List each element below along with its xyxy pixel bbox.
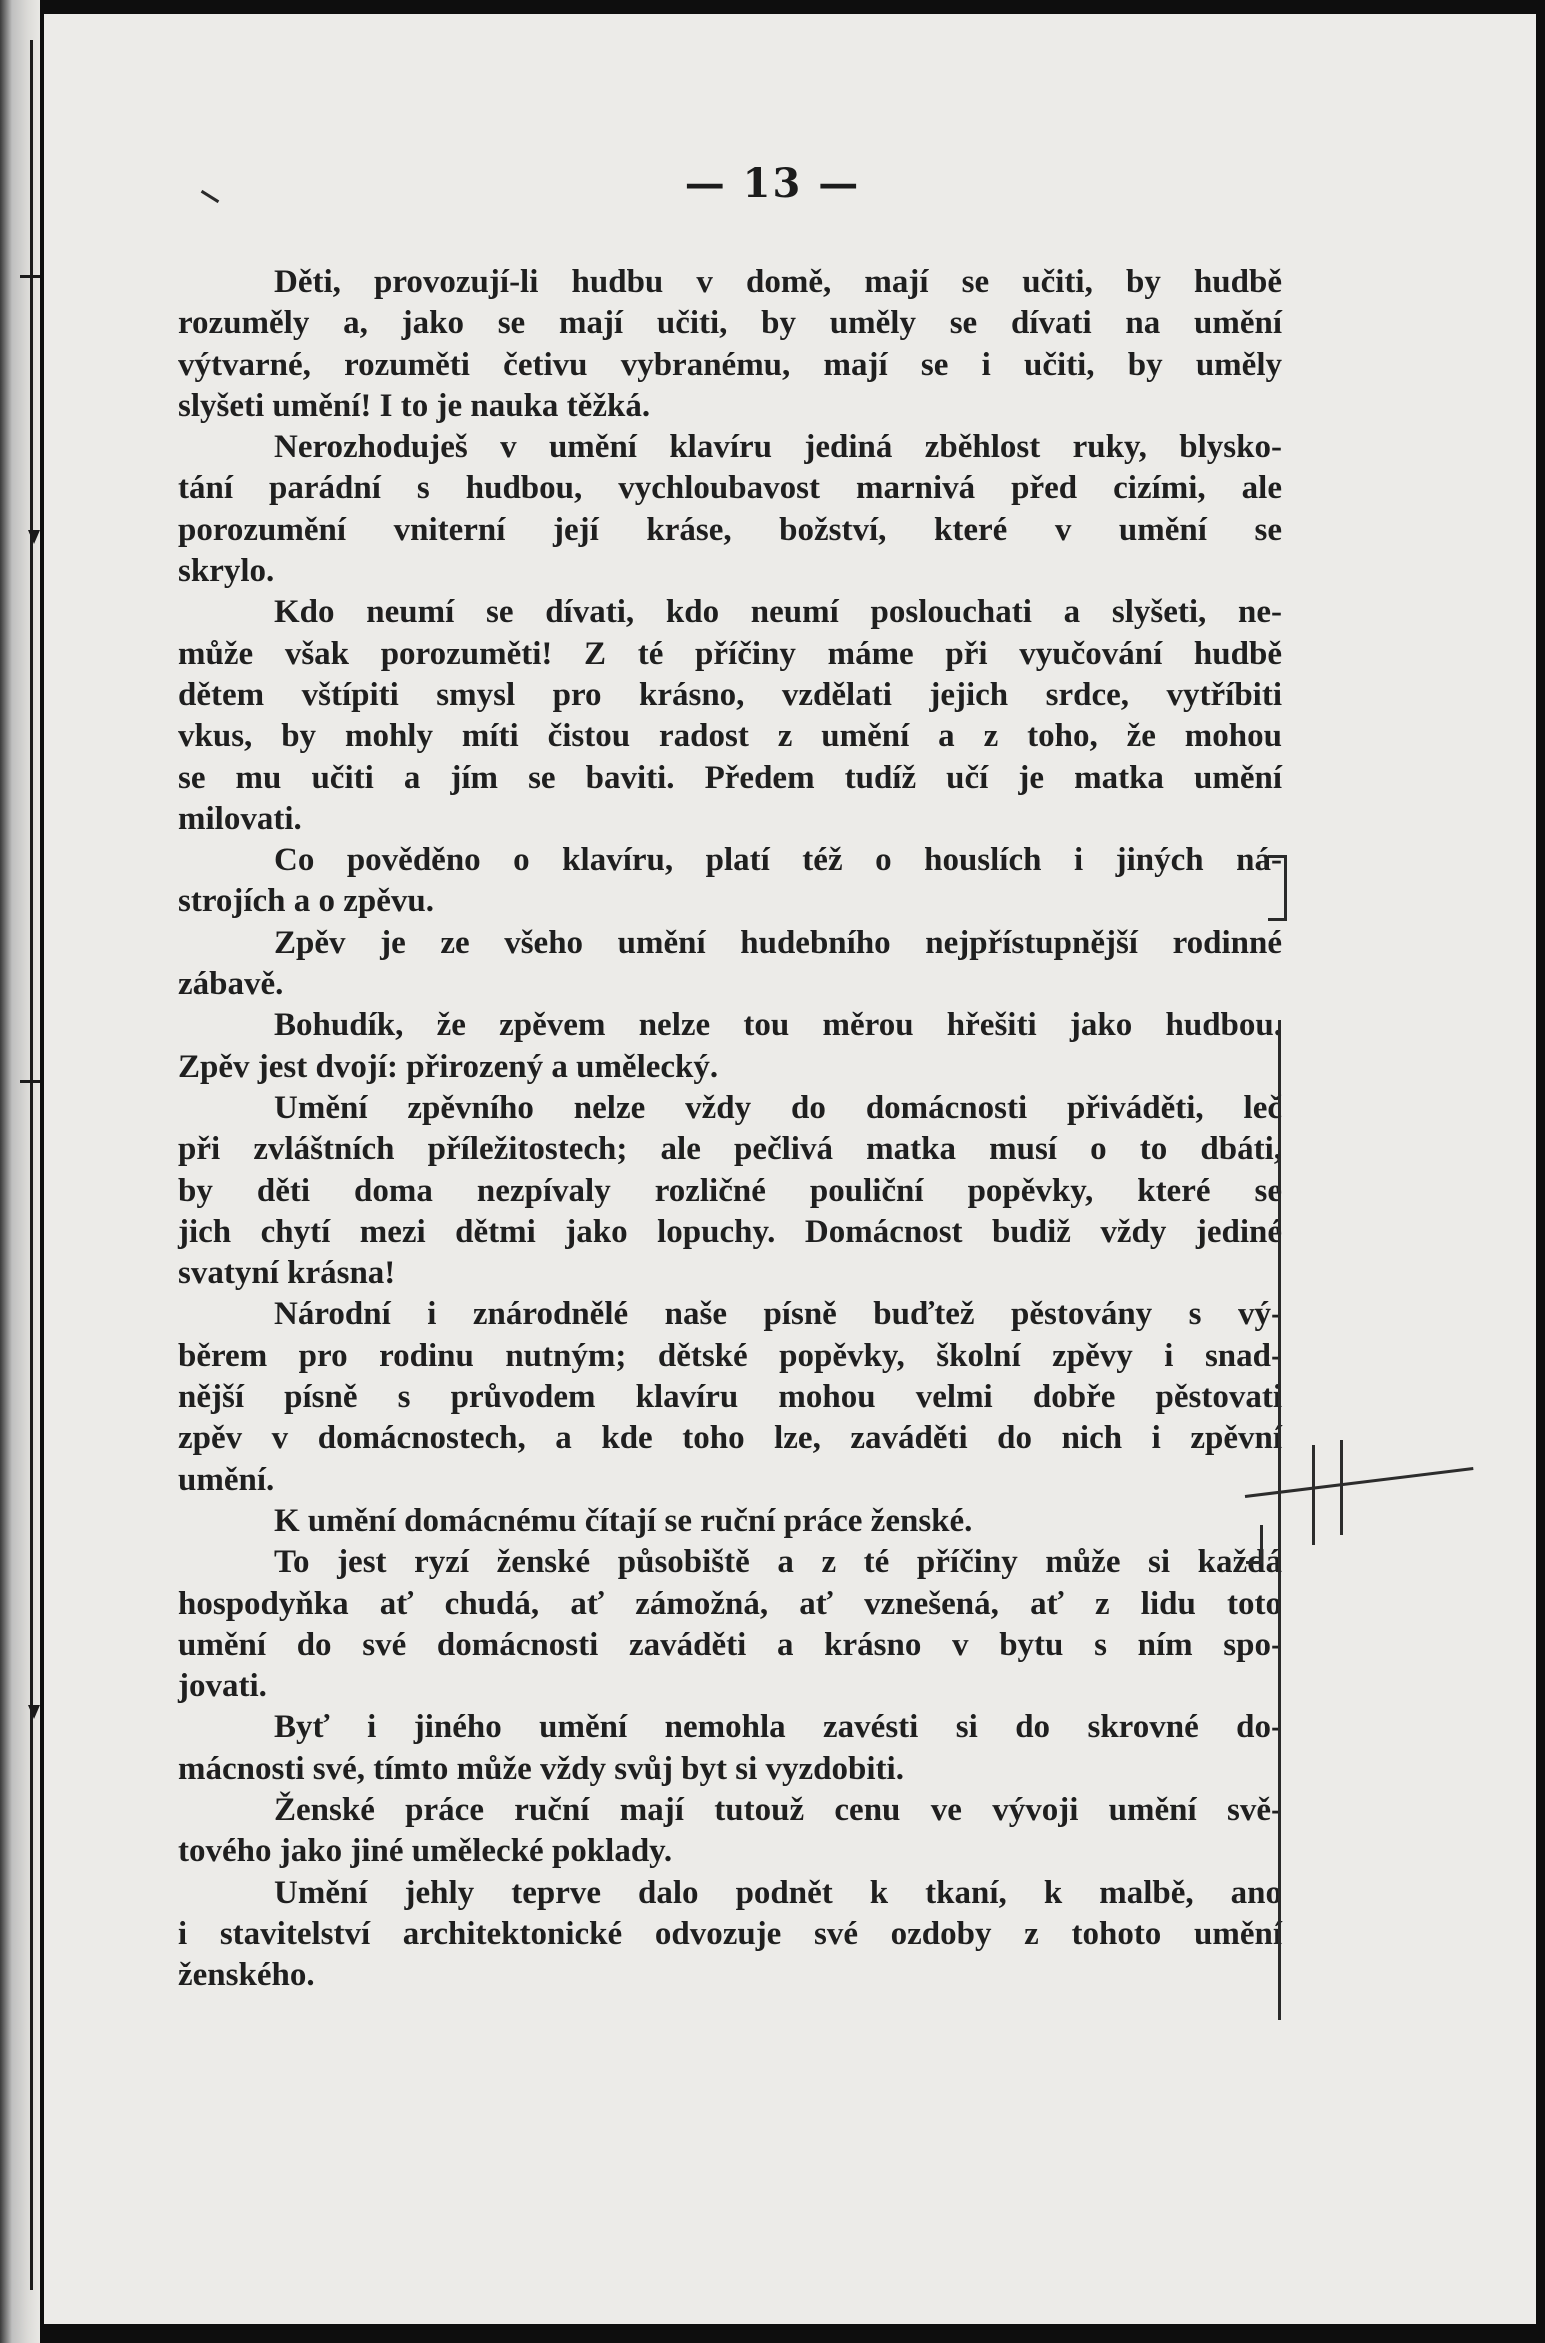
gutter-arrow — [28, 530, 40, 544]
margin-bracket — [1262, 1020, 1281, 2020]
text-line: jovati. — [178, 1668, 267, 1705]
text-line: Ženské práce ruční mají tutouž cenu ve vývoji umění svě- — [274, 1791, 1282, 1828]
text-line: tání parádní s hudbou, vychloubavost marnivá před cizími, ale — [178, 470, 1282, 507]
text-line: Zpěv jest dvojí: přirozený a umělecký. — [178, 1048, 719, 1085]
text-line: porozumění vniterní její kráse, božství, které v umění se — [178, 511, 1282, 548]
text-line: výtvarné, rozuměti četivu vybranému, mají se i učiti, by uměly — [178, 346, 1282, 383]
text-line: strojích a o zpěvu. — [178, 883, 435, 920]
text-line: jich chytí mezi dětmi jako lopuchy. Domácnost budiž vždy jediné — [178, 1213, 1282, 1250]
text-line: Bohudík, že zpěvem nelze tou měrou hřešiti jako hudbou. — [274, 1007, 1282, 1044]
text-line: by děti doma nezpívaly rozličné pouliční popěvky, které se — [178, 1172, 1282, 1209]
text-line: Děti, provozují-li hudbu v domě, mají se učiti, by hudbě — [274, 264, 1282, 300]
text-line: rozuměly a, jako se mají učiti, by uměly se dívati na umění — [178, 305, 1282, 342]
binding-edge — [0, 0, 40, 2343]
text-line: Kdo neumí se dívati, kdo neumí poslouchati a slyšeti, ne- — [274, 594, 1282, 631]
margin-bracket — [1268, 855, 1287, 921]
text-line: při zvláštních příležitostech; ale pečlivá matka musí o to dbáti, — [178, 1131, 1282, 1168]
page-number: — 13 — — [684, 160, 861, 207]
text-line: milovati. — [178, 800, 302, 837]
text-line: Umění zpěvního nelze vždy do domácnosti přiváděti, leč — [274, 1089, 1282, 1126]
text-line: slyšeti umění! I to je nauka těžká. — [178, 387, 651, 424]
text-line: umění. — [178, 1461, 275, 1498]
pencil-stroke — [1312, 1445, 1315, 1545]
text-line: Národní i znárodnělé naše písně buďtež pěstovány s vý- — [274, 1296, 1282, 1333]
gutter-arrow — [28, 1705, 40, 1719]
body-text — [178, 262, 1282, 1996]
gutter-tick — [20, 275, 40, 278]
pencil-stroke — [1340, 1440, 1343, 1535]
text-line: tového jako jiné umělecké poklady. — [178, 1833, 673, 1870]
text-line: ženského. — [178, 1957, 315, 1994]
text-line: umění do své domácnosti zaváděti a krásno v bytu s ním spo- — [178, 1626, 1282, 1663]
text-line: Umění jehly teprve dalo podnět k tkaní, k malbě, ano — [274, 1874, 1282, 1911]
text-line: K umění domácnému čítají se ruční práce ženské. — [274, 1502, 973, 1539]
text-line: nější písně s průvodem klavíru mohou velmi dobře pěstovati — [178, 1379, 1282, 1416]
text-line: běrem pro rodinu nutným; dětské popěvky, školní zpěvy i snad- — [178, 1337, 1282, 1374]
text-line: i stavitelství architektonické odvozuje své ozdoby z tohoto umění — [178, 1915, 1282, 1952]
text-line: Co pověděno o klavíru, platí též o houslích i jiných ná- — [274, 842, 1282, 879]
text-line: Byť i jiného umění nemohla zavésti si do skrovné do- — [274, 1709, 1282, 1746]
text-line: Nerozhoduješ v umění klavíru jediná zběhlost ruky, blysko- — [274, 429, 1282, 466]
text-line: se mu učiti a jím se baviti. Předem tudíž učí je matka umění — [178, 759, 1282, 796]
text-line: skrylo. — [178, 553, 275, 590]
text-line: vkus, by mohly míti čistou radost z umění a z toho, že mohou — [178, 718, 1282, 755]
text-line: zábavě. — [178, 966, 284, 1003]
text-line: To jest ryzí ženské působiště a z té příčiny může si každá — [274, 1544, 1282, 1581]
text-line: svatyní krásna! — [178, 1255, 396, 1292]
margin-bracket — [1246, 1525, 1263, 1564]
text-line: Zpěv je ze všeho umění hudebního nejpřístupnější rodinné — [274, 924, 1282, 961]
text-line: může však porozuměti! Z té příčiny máme při vyučování hudbě — [178, 635, 1282, 672]
gutter-rule — [30, 40, 33, 2290]
text-line: zpěv v domácnostech, a kde toho lze, zaváděti do nich i zpěvní — [178, 1420, 1282, 1457]
text-line: dětem vštípiti smysl pro krásno, vzdělati jejich srdce, vytříbiti — [178, 676, 1282, 713]
text-line: hospodyňka ať chudá, ať zámožná, ať vznešená, ať z lidu toto — [178, 1585, 1282, 1622]
gutter-tick — [20, 1080, 40, 1083]
text-line: mácnosti své, tímto může vždy svůj byt si vyzdobiti. — [178, 1750, 904, 1787]
